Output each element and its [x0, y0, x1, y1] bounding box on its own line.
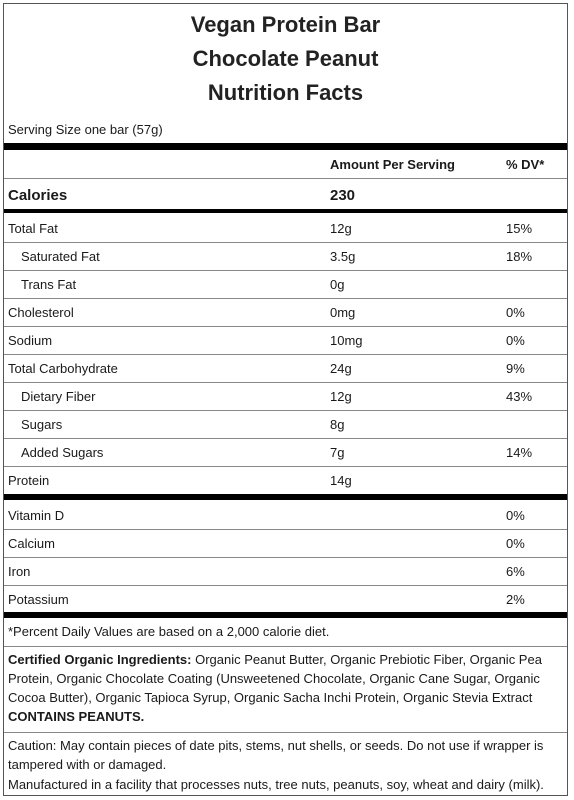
calories-label: Calories — [8, 187, 68, 204]
vitamin-name: Iron — [8, 564, 31, 579]
nutrient-dv: 14% — [506, 445, 533, 460]
nutrient-name: Protein — [8, 473, 50, 488]
nutrient-name: Saturated Fat — [21, 249, 100, 264]
nutrient-name: Sodium — [8, 333, 53, 348]
vitamin-row — [4, 501, 567, 529]
nutrient-name: Trans Fat — [21, 277, 77, 292]
nutrient-row — [4, 298, 567, 326]
nutrient-amount: 0mg — [330, 305, 356, 320]
vitamin-name: Potassium — [8, 592, 69, 607]
vitamin-dv: 0% — [506, 508, 525, 523]
nutrient-amount: 8g — [330, 417, 345, 432]
nutrient-dv: 0% — [506, 305, 525, 320]
nutrient-name: Added Sugars — [21, 445, 104, 460]
thick-divider — [4, 494, 567, 500]
nutrient-row — [4, 326, 567, 354]
dv-footnote: *Percent Daily Values are based on a 2,000 calorie diet. — [8, 624, 330, 639]
vitamin-dv: 6% — [506, 564, 525, 579]
nutrient-amount: 12g — [330, 389, 352, 404]
nutrient-row — [4, 438, 567, 466]
serving-size: Serving Size one bar (57g) — [8, 122, 163, 137]
nutrient-row — [4, 270, 567, 298]
nutrient-dv: 43% — [506, 389, 533, 404]
product-name: Vegan Protein Bar — [190, 12, 381, 37]
nutrient-amount: 3.5g — [330, 249, 356, 264]
divider — [4, 178, 567, 179]
product-flavor: Chocolate Peanut — [192, 46, 379, 71]
nutrient-name: Cholesterol — [8, 305, 74, 320]
vitamin-dv: 0% — [506, 536, 525, 551]
nutrient-row — [4, 466, 567, 494]
nutrient-dv: 0% — [506, 333, 525, 348]
medium-divider — [4, 209, 567, 213]
vitamin-row — [4, 557, 567, 585]
thick-divider — [4, 612, 567, 618]
nutrient-name: Dietary Fiber — [21, 389, 96, 404]
divider — [4, 732, 567, 733]
allergen-statement: CONTAINS PEANUTS. — [8, 709, 145, 724]
nutrient-name: Total Carbohydrate — [8, 361, 118, 376]
nutrient-name: Sugars — [21, 417, 63, 432]
vitamin-dv: 2% — [506, 592, 525, 607]
nutrient-amount: 0g — [330, 277, 345, 292]
nutrient-dv: 18% — [506, 249, 533, 264]
nutrient-amount: 24g — [330, 361, 352, 376]
column-header-row — [4, 150, 567, 178]
ingredients-list: Organic Peanut Butter, Organic Prebiotic Fiber, Organic Pea Protein, Organic Chocolate Coating (Unsweetened Chocolate, Organic Cane Sugar, Organic Cocoa Butter), Organic Tapioca Syrup, Organic Sacha Inchi Protein, Organic Stevia Extract — [8, 652, 542, 705]
nutrient-dv: 9% — [506, 361, 525, 376]
label-title: Nutrition Facts — [207, 80, 364, 105]
nutrient-row — [4, 242, 567, 270]
divider — [4, 646, 567, 647]
ingredients-heading: Certified Organic Ingredients: — [8, 652, 192, 667]
vitamin-name: Vitamin D — [8, 508, 65, 523]
nutrient-row — [4, 354, 567, 382]
nutrient-row — [4, 214, 567, 242]
facility-statement: Manufactured in a facility that processes nuts, tree nuts, peanuts, soy, wheat and dairy (milk). — [8, 777, 544, 792]
vitamin-row — [4, 585, 567, 613]
vitamin-row — [4, 529, 567, 557]
nutrient-amount: 14g — [330, 473, 352, 488]
nutrient-name: Total Fat — [8, 221, 58, 236]
calories-row — [4, 180, 567, 208]
thick-divider — [4, 143, 567, 150]
ingredients-block — [8, 650, 560, 726]
caution-text: Caution: May contain pieces of date pits, stems, nut shells, or seeds. Do not use if wrapper is tampered with or damaged. — [8, 738, 544, 772]
nutrition-label — [3, 3, 568, 796]
amount-header: Amount Per Serving — [330, 157, 455, 172]
nutrient-row — [4, 410, 567, 438]
nutrient-row — [4, 382, 567, 410]
nutrient-amount: 7g — [330, 445, 345, 460]
calories-value: 230 — [330, 187, 356, 204]
vitamin-name: Calcium — [8, 536, 55, 551]
nutrient-amount: 12g — [330, 221, 352, 236]
nutrient-amount: 10mg — [330, 333, 363, 348]
nutrient-dv: 15% — [506, 221, 533, 236]
dv-header: % DV* — [506, 157, 545, 172]
